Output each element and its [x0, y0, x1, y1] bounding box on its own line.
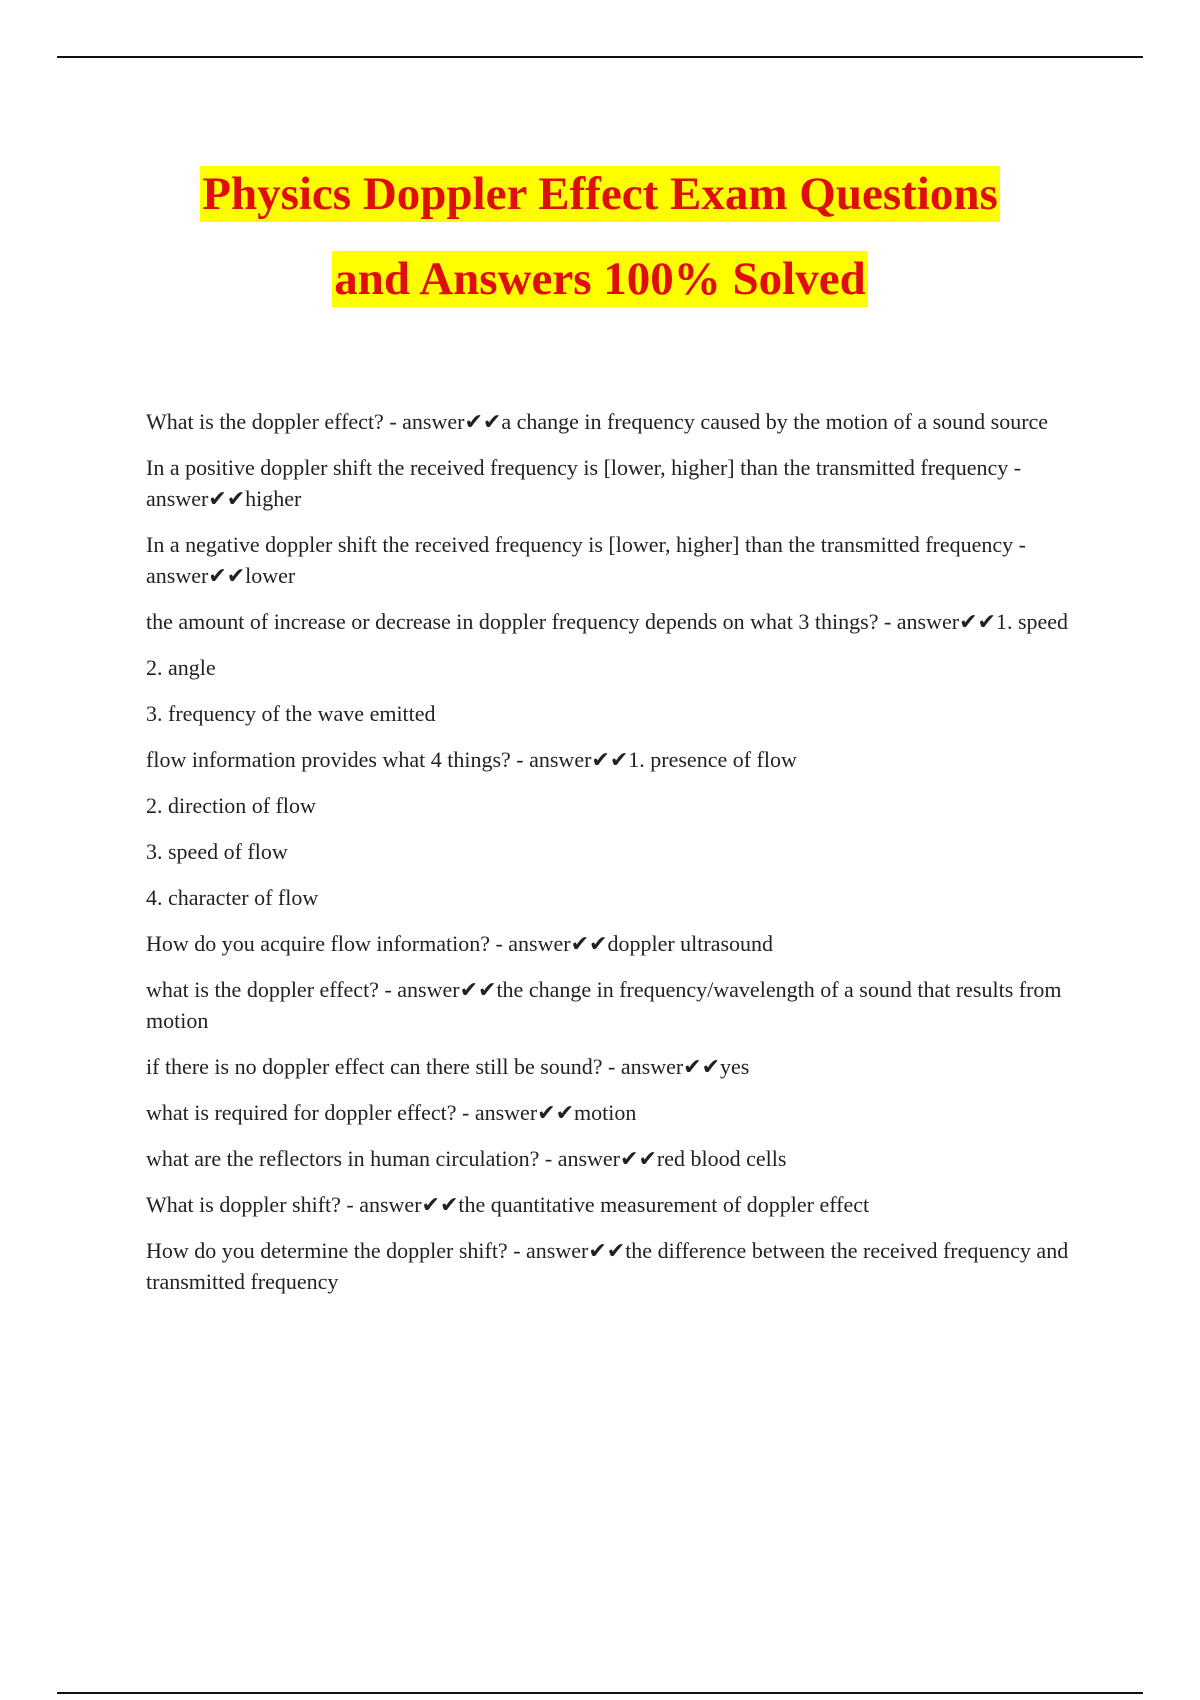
qa-item: what is the doppler effect? - answer✔✔the change in frequency/wavelength of a sound that results from motion — [146, 977, 1062, 1033]
title-line-2: and Answers 100% Solved — [334, 253, 866, 305]
qa-item: How do you determine the doppler shift? - answer✔✔the difference between the received frequency and transmitted frequency — [146, 1238, 1069, 1294]
qa-item: In a positive doppler shift the received frequency is [lower, higher] than the transmitted frequency - answer✔✔higher — [146, 455, 1022, 511]
top-rule — [57, 56, 1143, 58]
qa-item: What is doppler shift? - answer✔✔the quantitative measurement of doppler effect — [146, 1192, 870, 1217]
qa-item: what are the reflectors in human circulation? - answer✔✔red blood cells — [146, 1146, 787, 1171]
qa-item: what is required for doppler effect? - answer✔✔motion — [146, 1100, 637, 1125]
qa-list-item: 4. character of flow — [146, 885, 319, 910]
qa-list — [146, 406, 1086, 1312]
qa-item: the amount of increase or decrease in doppler frequency depends on what 3 things? - answer✔✔1. speed — [146, 609, 1069, 634]
qa-list-item: 2. angle — [146, 655, 216, 680]
qa-list-item: 2. direction of flow — [146, 793, 316, 818]
qa-list-item: 3. speed of flow — [146, 839, 288, 864]
bottom-rule — [57, 1692, 1143, 1694]
qa-item: flow information provides what 4 things? - answer✔✔1. presence of flow — [146, 747, 797, 772]
qa-item: How do you acquire flow information? - answer✔✔doppler ultrasound — [146, 931, 774, 956]
document-title — [0, 166, 1200, 336]
qa-item: if there is no doppler effect can there still be sound? - answer✔✔yes — [146, 1054, 750, 1079]
qa-item: In a negative doppler shift the received frequency is [lower, higher] than the transmitted frequency - answer✔✔lower — [146, 532, 1026, 588]
qa-item: What is the doppler effect? - answer✔✔a change in frequency caused by the motion of a sound source — [146, 409, 1049, 434]
qa-list-item: 3. frequency of the wave emitted — [146, 701, 436, 726]
title-line-1: Physics Doppler Effect Exam Questions — [202, 168, 998, 220]
